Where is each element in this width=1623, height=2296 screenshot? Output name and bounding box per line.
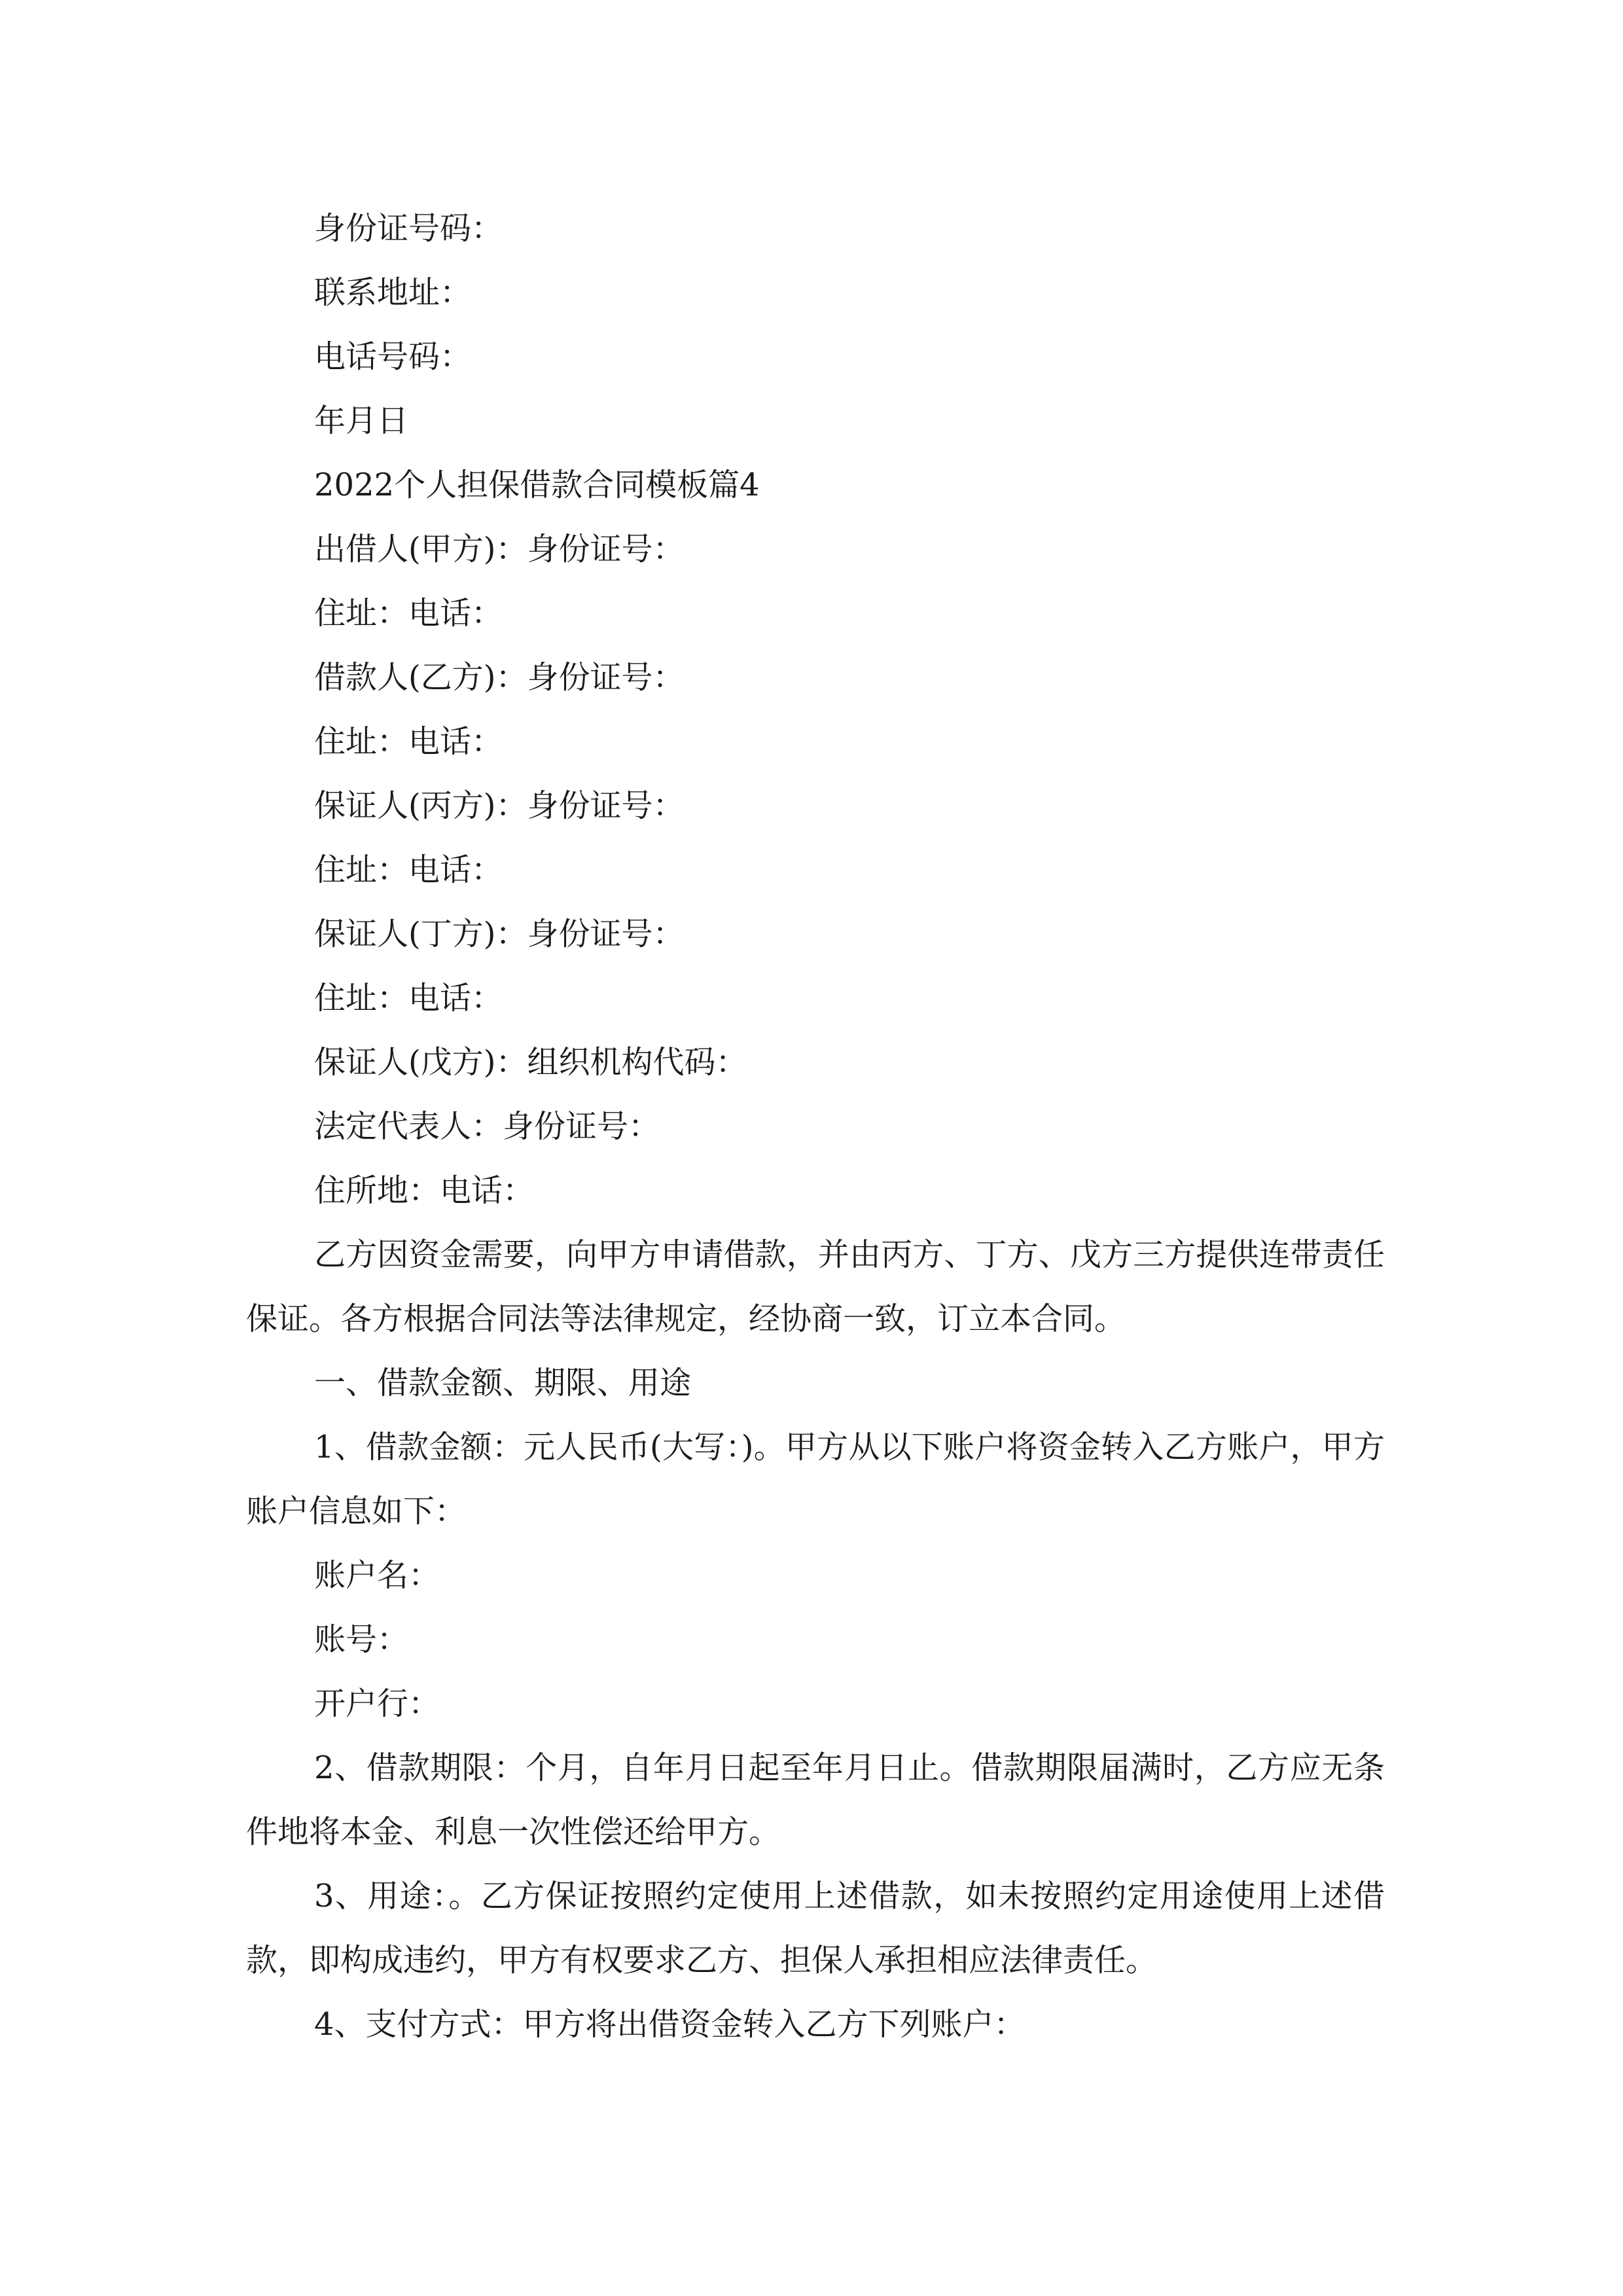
clause-loan-purpose: 3、用途：。乙方保证按照约定使用上述借款，如未按照约定用途使用上述借款，即构成违约，甲方有权要求乙方、担保人承担相应法律责任。 — [246, 1878, 1385, 1979]
borrower-address-line: 住址：电话： — [314, 723, 503, 760]
document-body — [246, 196, 1385, 2056]
guarantor-ding-line: 保证人(丁方)：身份证号： — [314, 916, 685, 952]
guarantor-wu-line: 保证人(戊方)：组织机构代码： — [314, 1044, 747, 1081]
clause-loan-term: 2、借款期限：个月，自年月日起至年月日止。借款期限届满时，乙方应无条件地将本金、利息一次性偿还给甲方。 — [246, 1749, 1385, 1850]
contact-address-label: 联系地址： — [314, 274, 472, 311]
clause-payment-method: 4、支付方式：甲方将出借资金转入乙方下列账户： — [314, 2006, 1026, 2043]
lender-address-line: 住址：电话： — [314, 595, 503, 632]
legal-representative-line: 法定代表人：身份证号： — [314, 1108, 660, 1145]
guarantor-bing-line: 保证人(丙方)：身份证号： — [314, 787, 685, 824]
guarantor-bing-address-line: 住址：电话： — [314, 852, 503, 888]
date-label: 年月日 — [314, 403, 409, 439]
lender-line: 出借人(甲方)：身份证号： — [314, 531, 685, 567]
guarantor-ding-address-line: 住址：电话： — [314, 980, 503, 1016]
account-name-label: 账户名： — [314, 1557, 440, 1594]
section-title-loan: 一、借款金额、期限、用途 — [314, 1365, 692, 1401]
id-number-label: 身份证号码： — [314, 210, 503, 247]
intro-paragraph: 乙方因资金需要，向甲方申请借款，并由丙方、丁方、戊方三方提供连带责任保证。各方根据合同法等法律规定，经协商一致，订立本合同。 — [246, 1236, 1385, 1337]
borrower-line: 借款人(乙方)：身份证号： — [314, 659, 685, 696]
clause-loan-amount: 1、借款金额：元人民币(大写：)。甲方从以下账户将资金转入乙方账户，甲方账户信息如下： — [246, 1429, 1385, 1530]
phone-number-label: 电话号码： — [314, 338, 472, 375]
domicile-line: 住所地：电话： — [314, 1172, 535, 1209]
bank-label: 开户行： — [314, 1685, 440, 1722]
contract-heading: 2022个人担保借款合同模板篇4 — [314, 467, 760, 503]
account-number-label: 账号： — [314, 1621, 409, 1658]
